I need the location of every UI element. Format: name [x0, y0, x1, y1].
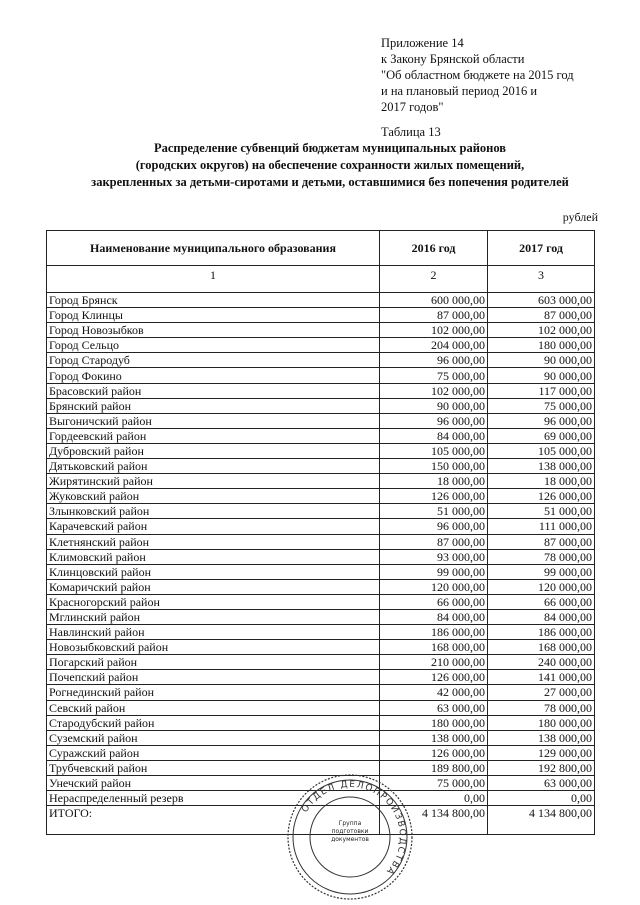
- value-2016: 84 000,00: [380, 609, 488, 624]
- value-2017: 180 000,00: [488, 715, 595, 730]
- table-row: [47, 504, 595, 519]
- value-2017: 126 000,00: [488, 489, 595, 504]
- municipality-name: Суземский район: [47, 730, 380, 745]
- table-row: [47, 579, 595, 594]
- municipality-name: Климовский район: [47, 549, 380, 564]
- table-row: [47, 534, 595, 549]
- value-2016: 96 000,00: [380, 519, 488, 534]
- appendix-line: к Закону Брянской области: [381, 52, 525, 66]
- value-2017: 69 000,00: [488, 428, 595, 443]
- municipality-name: Жуковский район: [47, 489, 380, 504]
- value-2017: 192 800,00: [488, 760, 595, 775]
- value-2017: 105 000,00: [488, 443, 595, 458]
- value-2016: 126 000,00: [380, 745, 488, 760]
- municipality-name: Трубчевский район: [47, 760, 380, 775]
- table-row: [47, 685, 595, 700]
- title-line: (городских округов) на обеспечение сохранности жилых помещений,: [135, 158, 525, 172]
- value-2017: 129 000,00: [488, 745, 595, 760]
- value-2017: 96 000,00: [488, 413, 595, 428]
- municipality-name: Стародубский район: [47, 715, 380, 730]
- value-2017: 63 000,00: [488, 776, 595, 791]
- municipality-name: Суражский район: [47, 745, 380, 760]
- municipality-name: Клинцовский район: [47, 564, 380, 579]
- column-number: 1: [47, 266, 380, 293]
- table-row: [47, 640, 595, 655]
- municipality-name: Погарский район: [47, 655, 380, 670]
- value-2016: 96 000,00: [380, 413, 488, 428]
- value-2016: 150 000,00: [380, 459, 488, 474]
- title-line: Распределение субвенций бюджетам муниципальных районов: [153, 141, 507, 155]
- appendix-block: [381, 35, 574, 140]
- value-2016: 210 000,00: [380, 655, 488, 670]
- value-2016: 0,00: [380, 791, 488, 806]
- appendix-line: 2017 годов": [381, 100, 444, 114]
- value-2016: 90 000,00: [380, 398, 488, 413]
- municipality-name: Дубровский район: [47, 443, 380, 458]
- appendix-line: "Об областном бюджете на 2015 год: [381, 68, 574, 82]
- value-2016: 87 000,00: [380, 534, 488, 549]
- value-2016: 600 000,00: [380, 293, 488, 308]
- value-2016: 51 000,00: [380, 504, 488, 519]
- value-2017: 141 000,00: [488, 670, 595, 685]
- table-row: [47, 459, 595, 474]
- stamp-ring-text: ОТДЕЛ ДЕЛОПРОИЗВОДСТВА: [300, 779, 408, 877]
- table-row: [47, 519, 595, 534]
- table-row: [47, 353, 595, 368]
- value-2017: 99 000,00: [488, 564, 595, 579]
- table-row: [47, 549, 595, 564]
- value-2017: 75 000,00: [488, 398, 595, 413]
- header-2016: 2016 год: [380, 231, 488, 266]
- municipality-name: Красногорский район: [47, 594, 380, 609]
- value-2017: 78 000,00: [488, 549, 595, 564]
- value-2017: 186 000,00: [488, 625, 595, 640]
- municipality-name: Город Клинцы: [47, 308, 380, 323]
- municipality-name: Город Фокино: [47, 368, 380, 383]
- value-2017: 87 000,00: [488, 308, 595, 323]
- header-name: Наименование муниципального образования: [47, 231, 380, 266]
- value-2016: 75 000,00: [380, 776, 488, 791]
- table-number: Таблица 13: [381, 125, 441, 139]
- value-2016: 168 000,00: [380, 640, 488, 655]
- value-2017: 240 000,00: [488, 655, 595, 670]
- municipality-name: Брянский район: [47, 398, 380, 413]
- value-2016: 75 000,00: [380, 368, 488, 383]
- table-row: [47, 594, 595, 609]
- value-2016: 138 000,00: [380, 730, 488, 745]
- municipality-name: Рогнединский район: [47, 685, 380, 700]
- total-2016: 4 134 800,00: [380, 806, 488, 835]
- value-2016: 126 000,00: [380, 489, 488, 504]
- value-2016: 186 000,00: [380, 625, 488, 640]
- table-row: [47, 489, 595, 504]
- table-row: [47, 428, 595, 443]
- value-2017: 90 000,00: [488, 353, 595, 368]
- table-row: [47, 564, 595, 579]
- value-2017: 180 000,00: [488, 338, 595, 353]
- municipality-name: Город Стародуб: [47, 353, 380, 368]
- table-row: [47, 715, 595, 730]
- value-2017: 111 000,00: [488, 519, 595, 534]
- municipality-name: Мглинский район: [47, 609, 380, 624]
- value-2016: 120 000,00: [380, 579, 488, 594]
- column-number-row: [47, 266, 595, 293]
- value-2017: 18 000,00: [488, 474, 595, 489]
- municipality-name: Гордеевский район: [47, 428, 380, 443]
- table-row: [47, 308, 595, 323]
- municipality-name: Город Новозыбков: [47, 323, 380, 338]
- value-2017: 102 000,00: [488, 323, 595, 338]
- value-2017: 90 000,00: [488, 368, 595, 383]
- value-2016: 87 000,00: [380, 308, 488, 323]
- value-2017: 84 000,00: [488, 609, 595, 624]
- municipality-name: Город Сельцо: [47, 338, 380, 353]
- table-row: [47, 338, 595, 353]
- municipality-name: Унечский район: [47, 776, 380, 791]
- table-row: [47, 609, 595, 624]
- value-2016: 102 000,00: [380, 383, 488, 398]
- value-2017: 138 000,00: [488, 459, 595, 474]
- total-row: [47, 806, 595, 835]
- municipality-name: Злынковский район: [47, 504, 380, 519]
- column-number: 3: [488, 266, 595, 293]
- table-row: [47, 368, 595, 383]
- table-row: [47, 474, 595, 489]
- table-row: [47, 670, 595, 685]
- municipality-name: Севский район: [47, 700, 380, 715]
- value-2016: 204 000,00: [380, 338, 488, 353]
- table-row: [47, 413, 595, 428]
- table-row: [47, 700, 595, 715]
- value-2016: 102 000,00: [380, 323, 488, 338]
- municipality-name: Комаричский район: [47, 579, 380, 594]
- unit-label: рублей: [562, 210, 598, 224]
- value-2016: 84 000,00: [380, 428, 488, 443]
- value-2017: 87 000,00: [488, 534, 595, 549]
- municipality-name: Навлинский район: [47, 625, 380, 640]
- municipality-name: Жирятинский район: [47, 474, 380, 489]
- subvention-table: [46, 230, 595, 835]
- header-2017: 2017 год: [488, 231, 595, 266]
- municipality-name: Нераспределенный резерв: [47, 791, 380, 806]
- value-2017: 168 000,00: [488, 640, 595, 655]
- total-2017: 4 134 800,00: [488, 806, 595, 835]
- municipality-name: Карачевский район: [47, 519, 380, 534]
- value-2016: 99 000,00: [380, 564, 488, 579]
- municipality-name: Выгоничский район: [47, 413, 380, 428]
- table-row: [47, 323, 595, 338]
- table-row: [47, 760, 595, 775]
- value-2016: 63 000,00: [380, 700, 488, 715]
- table-row: [47, 745, 595, 760]
- title-line: закрепленных за детьми-сиротами и детьми, оставшимися без попечения родителей: [91, 175, 569, 189]
- value-2017: 27 000,00: [488, 685, 595, 700]
- municipality-name: Клетнянский район: [47, 534, 380, 549]
- value-2016: 18 000,00: [380, 474, 488, 489]
- value-2017: 117 000,00: [488, 383, 595, 398]
- value-2016: 96 000,00: [380, 353, 488, 368]
- document-title: [40, 140, 620, 191]
- value-2016: 105 000,00: [380, 443, 488, 458]
- value-2017: 603 000,00: [488, 293, 595, 308]
- table-row: [47, 293, 595, 308]
- value-2016: 180 000,00: [380, 715, 488, 730]
- table-row: [47, 443, 595, 458]
- stamp-center-text: Группа подготовки документов: [331, 820, 369, 843]
- table-row: [47, 776, 595, 791]
- municipality-name: Новозыбковский район: [47, 640, 380, 655]
- value-2017: 51 000,00: [488, 504, 595, 519]
- table-header-row: [47, 231, 595, 266]
- column-number: 2: [380, 266, 488, 293]
- appendix-line: и на плановый период 2016 и: [381, 84, 538, 98]
- value-2017: 66 000,00: [488, 594, 595, 609]
- table-row: [47, 791, 595, 806]
- table-row: [47, 398, 595, 413]
- value-2016: 126 000,00: [380, 670, 488, 685]
- municipality-name: Брасовский район: [47, 383, 380, 398]
- municipality-name: Почепский район: [47, 670, 380, 685]
- value-2016: 189 800,00: [380, 760, 488, 775]
- value-2017: 120 000,00: [488, 579, 595, 594]
- value-2016: 66 000,00: [380, 594, 488, 609]
- total-label: ИТОГО:: [47, 806, 380, 835]
- value-2017: 138 000,00: [488, 730, 595, 745]
- value-2016: 42 000,00: [380, 685, 488, 700]
- value-2017: 78 000,00: [488, 700, 595, 715]
- appendix-line: Приложение 14: [381, 36, 464, 50]
- municipality-name: Дятьковский район: [47, 459, 380, 474]
- municipality-name: Город Брянск: [47, 293, 380, 308]
- value-2016: 93 000,00: [380, 549, 488, 564]
- table-row: [47, 655, 595, 670]
- table-row: [47, 625, 595, 640]
- table-row: [47, 383, 595, 398]
- value-2017: 0,00: [488, 791, 595, 806]
- table-row: [47, 730, 595, 745]
